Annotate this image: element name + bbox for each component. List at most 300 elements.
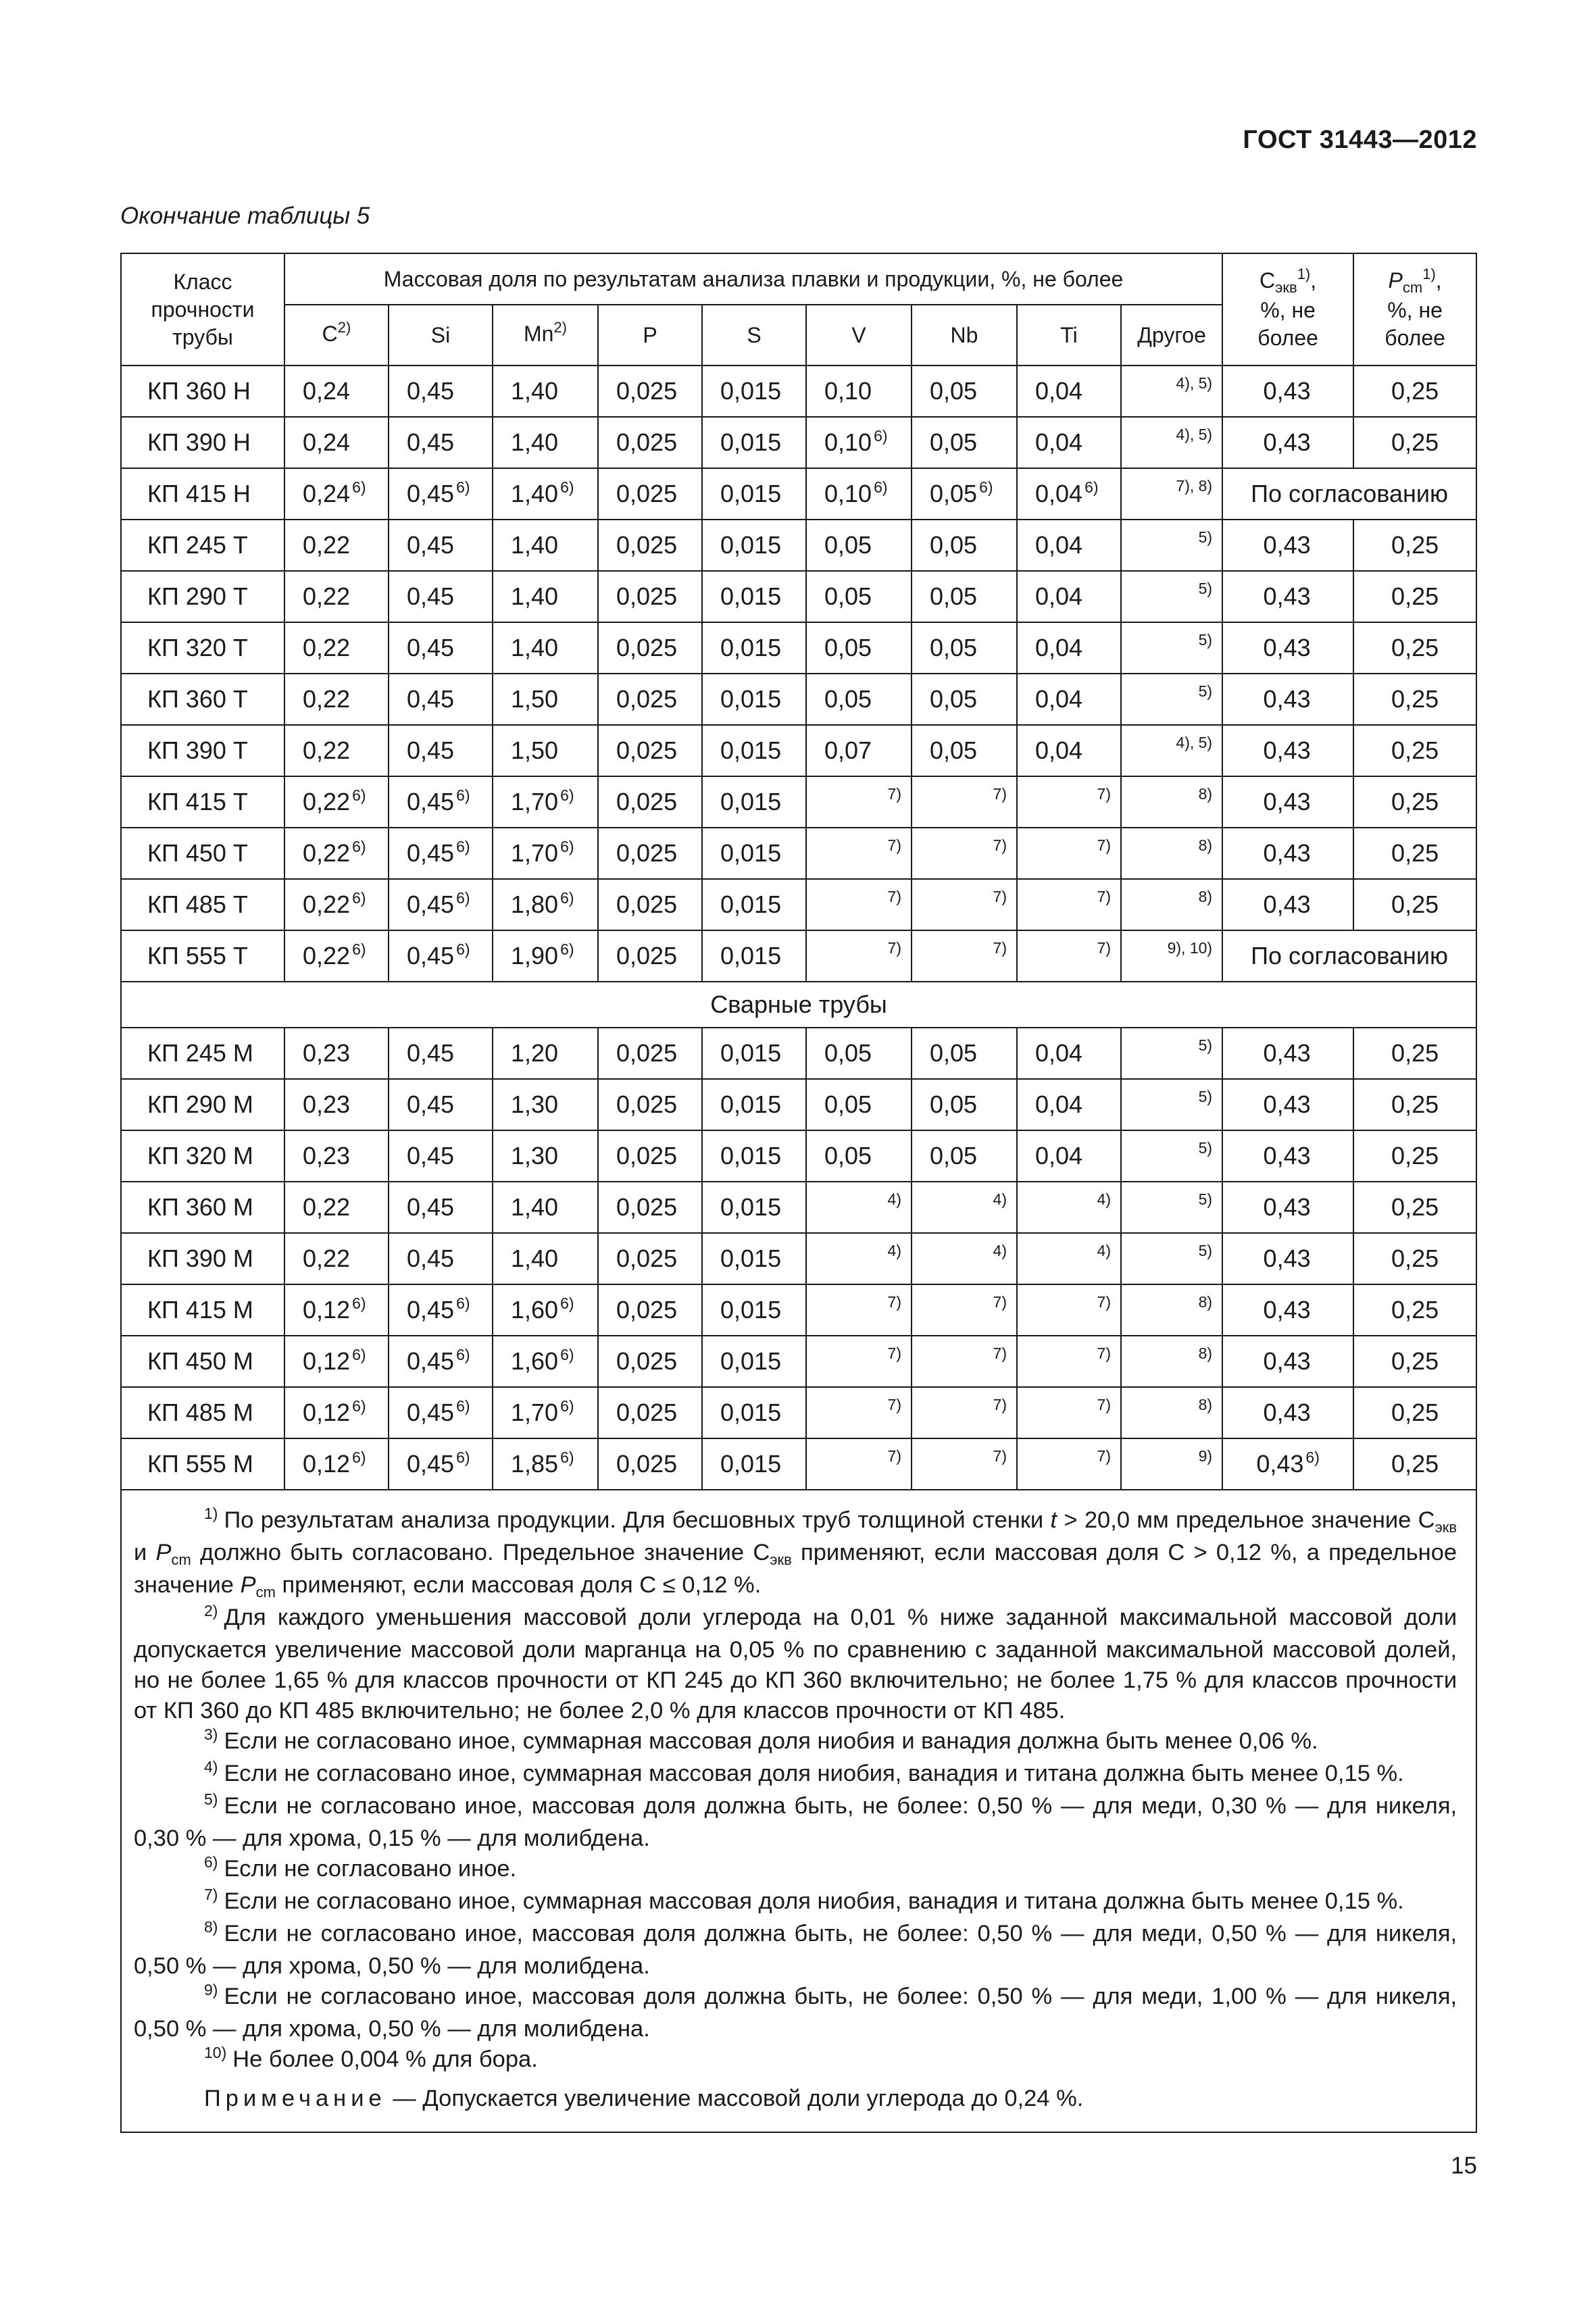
s-cell: 0,015 [702,1438,806,1490]
table-row [121,1079,1476,1130]
si-cell: 0,45 [389,1233,493,1284]
table-row [121,1233,1476,1284]
table-row [121,930,1476,982]
table-caption: Окончание таблицы 5 [120,203,370,229]
si-cell: 0,45 $^{6)}$ [389,879,493,930]
other-cell: 5) [1121,520,1222,571]
s-cell: 0,015 [702,622,806,674]
p-cell: 0,025 [598,1079,702,1130]
v-cell: 0,05 [806,571,912,622]
cekv-cell: 0,43 [1222,1284,1353,1336]
table-row [121,1130,1476,1182]
header-ti: Ti [1017,305,1121,366]
header-class: Класс прочности трубы [121,253,284,366]
class-cell: КП 290 Т [121,571,284,622]
ti-cell: 0,04 [1017,725,1121,776]
p-cell: 0,025 [598,571,702,622]
si-cell: 0,45 [389,674,493,725]
mn-cell: 1,80 $^{6)}$ [493,879,598,930]
header-v: V [806,305,912,366]
footnote-2: $^{2)}$ Для каждого уменьшения массовой доли углерода на 0,01 % ниже заданной максимальной массовой доли допускается увеличение массовой доли марганца на 0,05 % по сравнению с заданной максимальной массовой долей, но не более 1,65 % для классов прочности от КП 245 до КП 360 включительно; не более 1,75 % для классов прочности от КП 360 до КП 485 включительно; не более 2,0 % для классов прочности от КП 485. [134,1602,1457,1724]
pcm-cell: 0,25 [1353,1182,1476,1233]
p-cell: 0,025 [598,1028,702,1079]
p-cell: 0,025 [598,468,702,520]
pcm-cell: 0,25 [1353,520,1476,571]
pcm-cell: 0,25 [1353,571,1476,622]
mn-cell: 1,90 $^{6)}$ [493,930,598,982]
p-cell: 0,025 [598,879,702,930]
s-cell: 0,015 [702,366,806,417]
nb-cell: 7) [912,1284,1017,1336]
si-cell: 0,45 [389,1028,493,1079]
table-row [121,1438,1476,1490]
other-cell: 5) [1121,1233,1222,1284]
class-cell: КП 320 Т [121,622,284,674]
class-cell: КП 415 Н [121,468,284,520]
section-row-welded [121,982,1476,1028]
pcm-cell: 0,25 [1353,1233,1476,1284]
c-cell: 0,23 [284,1028,389,1079]
p-cell: 0,025 [598,1233,702,1284]
other-cell: 5) [1121,622,1222,674]
nb-cell: 4) [912,1182,1017,1233]
si-cell: 0,45 [389,571,493,622]
mn-cell: 1,70 $^{6)}$ [493,1387,598,1438]
nb-cell: 0,05 [912,674,1017,725]
p-cell: 0,025 [598,417,702,468]
si-cell: 0,45 $^{6)}$ [389,776,493,828]
c-cell: 0,24 $^{6)}$ [284,468,389,520]
footnote-3: $^{3)}$ Если не согласовано иное, суммарная массовая доля ниобия и ванадия должна быть менее 0,06 %. [204,1726,1318,1754]
table-row [121,776,1476,828]
mn-cell: 1,40 [493,366,598,417]
p-cell: 0,025 [598,1336,702,1387]
section-welded-label: Сварные трубы [121,982,1476,1028]
class-cell: КП 360 М [121,1182,284,1233]
v-cell: 0,05 [806,674,912,725]
other-cell: 4), 5) [1121,725,1222,776]
class-cell: КП 450 М [121,1336,284,1387]
table-row [121,1387,1476,1438]
cekv-cell: 0,43 [1222,571,1353,622]
mn-cell: 1,70 $^{6)}$ [493,776,598,828]
mn-cell: 1,70 $^{6)}$ [493,828,598,879]
other-cell: 5) [1121,1028,1222,1079]
note-label: Примечание [204,2086,386,2111]
mn-cell: 1,20 [493,1028,598,1079]
mn-cell: 1,40 [493,1182,598,1233]
ti-cell: 0,04 [1017,674,1121,725]
footnote-5: $^{5)}$ Если не согласовано иное, массовая доля должна быть, не более: 0,50 % — для меди, 0,30 % — для никеля, 0,30 % — для хрома, 0,15 % — для молибдена. [134,1790,1457,1851]
mn-cell: 1,40 [493,571,598,622]
mn-cell: 1,50 [493,725,598,776]
v-cell: 7) [806,776,912,828]
v-cell: 7) [806,879,912,930]
ti-cell: 0,04 [1017,622,1121,674]
c-cell: 0,22 [284,520,389,571]
page-number: 15 [1451,2153,1477,2179]
nb-cell: 0,05 [912,1130,1017,1182]
cekv-cell: 0,43 [1222,622,1353,674]
c-cell: 0,22 [284,1182,389,1233]
table-row [121,622,1476,674]
other-cell: 8) [1121,776,1222,828]
ti-cell: 0,04 [1017,1028,1121,1079]
s-cell: 0,015 [702,1182,806,1233]
v-cell: 0,10 $^{6)}$ [806,468,912,520]
pcm-cell: 0,25 [1353,1336,1476,1387]
cekv-cell: 0,43 [1222,1182,1353,1233]
v-cell: 0,05 [806,520,912,571]
v-cell: 0,10 $^{6)}$ [806,417,912,468]
v-cell: 0,07 [806,725,912,776]
cekv-cell: 0,43 [1222,674,1353,725]
mn-cell: 1,40 [493,520,598,571]
c-cell: 0,22 [284,571,389,622]
agreement-cell: По согласованию [1222,468,1476,520]
nb-cell: 7) [912,1336,1017,1387]
s-cell: 0,015 [702,1336,806,1387]
other-cell: 4), 5) [1121,417,1222,468]
s-cell: 0,015 [702,1284,806,1336]
pcm-cell: 0,25 [1353,674,1476,725]
si-cell: 0,45 [389,1182,493,1233]
nb-cell: 0,05 [912,366,1017,417]
cekv-cell: 0,43 [1222,1028,1353,1079]
table-body [121,366,1476,2132]
c-cell: 0,22 $^{6)}$ [284,930,389,982]
table-row [121,1284,1476,1336]
s-cell: 0,015 [702,725,806,776]
si-cell: 0,45 [389,520,493,571]
class-cell: КП 245 М [121,1028,284,1079]
s-cell: 0,015 [702,1387,806,1438]
nb-cell: 0,05 [912,1028,1017,1079]
table-row [121,674,1476,725]
pcm-cell: 0,25 [1353,725,1476,776]
ti-cell: 7) [1017,1336,1121,1387]
header-cekv: $C_{экв}^{1)}$, %, не более [1222,253,1353,366]
mn-cell: 1,30 [493,1130,598,1182]
pcm-cell: 0,25 [1353,1130,1476,1182]
s-cell: 0,015 [702,417,806,468]
header-row-1 [121,253,1476,305]
ti-cell: 7) [1017,1387,1121,1438]
standard-number: ГОСТ 31443—2012 [1243,126,1477,154]
ti-cell: 0,04 [1017,520,1121,571]
nb-cell: 0,05 [912,1079,1017,1130]
ti-cell: 7) [1017,879,1121,930]
agreement-cell: По согласованию [1222,930,1476,982]
s-cell: 0,015 [702,571,806,622]
table-row [121,520,1476,571]
pcm-cell: 0,25 [1353,776,1476,828]
footnote-6: $^{6)}$ Если не согласовано иное. [204,1853,517,1882]
si-cell: 0,45 [389,1079,493,1130]
table-row [121,1336,1476,1387]
pcm-cell: 0,25 [1353,1438,1476,1490]
pcm-cell: 0,25 [1353,366,1476,417]
nb-cell: 7) [912,828,1017,879]
header-nb: Nb [912,305,1017,366]
s-cell: 0,015 [702,674,806,725]
table-row [121,1028,1476,1079]
ti-cell: 0,04 [1017,417,1121,468]
pcm-cell: 0,25 [1353,1387,1476,1438]
c-cell: 0,12 $^{6)}$ [284,1387,389,1438]
p-cell: 0,025 [598,1387,702,1438]
ti-cell: 0,04 [1017,366,1121,417]
header-s: S [702,305,806,366]
ti-cell: 4) [1017,1182,1121,1233]
nb-cell: 0,05 $^{6)}$ [912,468,1017,520]
class-cell: КП 485 Т [121,879,284,930]
pcm-cell: 0,25 [1353,417,1476,468]
cekv-cell: 0,43 [1222,828,1353,879]
other-cell: 8) [1121,1336,1222,1387]
s-cell: 0,015 [702,879,806,930]
mn-cell: 1,40 [493,1233,598,1284]
c-cell: 0,22 [284,674,389,725]
s-cell: 0,015 [702,468,806,520]
pcm-cell: 0,25 [1353,1284,1476,1336]
p-cell: 0,025 [598,776,702,828]
mn-cell: 1,60 $^{6)}$ [493,1284,598,1336]
footnote-8: $^{8)}$ Если не согласовано иное, массовая доля должна быть, не более: 0,50 % — для меди, 0,50 % — для никеля, 0,50 % — для хрома, 0,50 % — для молибдена. [134,1918,1457,1979]
c-cell: 0,12 $^{6)}$ [284,1438,389,1490]
ti-cell: 7) [1017,828,1121,879]
p-cell: 0,025 [598,828,702,879]
cekv-cell: 0,43 [1222,520,1353,571]
p-cell: 0,025 [598,674,702,725]
nb-cell: 0,05 [912,622,1017,674]
footnote-4: $^{4)}$ Если не согласовано иное, суммарная массовая доля ниобия, ванадия и титана должна быть менее 0,15 %. [204,1758,1404,1786]
p-cell: 0,025 [598,1438,702,1490]
other-cell: 5) [1121,1130,1222,1182]
table-row [121,366,1476,417]
nb-cell: 7) [912,879,1017,930]
si-cell: 0,45 [389,366,493,417]
pcm-cell: 0,25 [1353,1079,1476,1130]
cekv-cell: 0,43 [1222,366,1353,417]
ti-cell: 0,04 [1017,1130,1121,1182]
v-cell: 7) [806,1336,912,1387]
v-cell: 7) [806,1438,912,1490]
mn-cell: 1,40 [493,417,598,468]
cekv-cell: 0,43 [1222,879,1353,930]
class-cell: КП 390 Т [121,725,284,776]
si-cell: 0,45 $^{6)}$ [389,828,493,879]
si-cell: 0,45 [389,417,493,468]
header-other: Другое [1121,305,1222,366]
s-cell: 0,015 [702,828,806,879]
mn-cell: 1,40 [493,622,598,674]
header-p: P [598,305,702,366]
c-cell: 0,23 [284,1079,389,1130]
cekv-cell: 0,43 [1222,725,1353,776]
class-cell: КП 390 М [121,1233,284,1284]
table-note [134,2084,1457,2114]
v-cell: 4) [806,1233,912,1284]
header-pcm: $P_{cm}^{1)}$, %, не более [1353,253,1476,366]
nb-cell: 0,05 [912,725,1017,776]
si-cell: 0,45 $^{6)}$ [389,1284,493,1336]
s-cell: 0,015 [702,520,806,571]
v-cell: 0,05 [806,622,912,674]
s-cell: 0,015 [702,1130,806,1182]
v-cell: 0,05 [806,1028,912,1079]
cekv-cell: 0,43 [1222,1130,1353,1182]
mn-cell: 1,30 [493,1079,598,1130]
class-cell: КП 360 Н [121,366,284,417]
s-cell: 0,015 [702,1233,806,1284]
ti-cell: 0,04 [1017,571,1121,622]
ti-cell: 7) [1017,1284,1121,1336]
other-cell: 9) [1121,1438,1222,1490]
ti-cell: 7) [1017,776,1121,828]
note-text: — Допускается увеличение массовой доли углерода до 0,24 %. [386,2086,1084,2111]
si-cell: 0,45 [389,725,493,776]
other-cell: 7), 8) [1121,468,1222,520]
p-cell: 0,025 [598,1284,702,1336]
nb-cell: 7) [912,1387,1017,1438]
ti-cell: 0,04 [1017,1079,1121,1130]
s-cell: 0,015 [702,776,806,828]
footnote-1: $^{1)}$ По результатам анализа продукции. Для бесшовных труб толщиной стенки t > 20,0 мм предельное значение $C_{экв}$ и $P_{cm}$ должно быть согласовано. Предельное значение $C_{экв}$ применяют, если массовая доля C > 0,12 %, а предельное значение $P_{cm}$ применяют, если массовая доля C ≤ 0,12 %. [134,1505,1457,1601]
cekv-cell: 0,43 [1222,1079,1353,1130]
pcm-cell: 0,25 [1353,828,1476,879]
class-cell: КП 320 М [121,1130,284,1182]
class-cell: КП 360 Т [121,674,284,725]
table-5 [120,253,1477,2133]
footnotes [121,1490,1476,2132]
p-cell: 0,025 [598,366,702,417]
v-cell: 4) [806,1182,912,1233]
v-cell: 0,05 [806,1130,912,1182]
v-cell: 0,10 [806,366,912,417]
cekv-cell: 0,43 [1222,1336,1353,1387]
other-cell: 8) [1121,1387,1222,1438]
footnote-10: $^{10)}$ Не более 0,004 % для бора. [204,2044,538,2072]
p-cell: 0,025 [598,1130,702,1182]
other-cell: 8) [1121,828,1222,879]
table-row [121,879,1476,930]
class-cell: КП 555 Т [121,930,284,982]
cekv-cell: 0,43 [1222,417,1353,468]
class-cell: КП 415 Т [121,776,284,828]
other-cell: 4), 5) [1121,366,1222,417]
c-cell: 0,23 [284,1130,389,1182]
c-cell: 0,22 $^{6)}$ [284,776,389,828]
other-cell: 5) [1121,1182,1222,1233]
p-cell: 0,025 [598,725,702,776]
ti-cell: 4) [1017,1233,1121,1284]
nb-cell: 4) [912,1233,1017,1284]
p-cell: 0,025 [598,1182,702,1233]
mn-cell: 1,40 $^{6)}$ [493,468,598,520]
nb-cell: 7) [912,776,1017,828]
footnotes-row [121,1490,1476,2132]
v-cell: 7) [806,1387,912,1438]
footnote-7: $^{7)}$ Если не согласовано иное, суммарная массовая доля ниобия, ванадия и титана должна быть менее 0,15 %. [204,1886,1404,1914]
table-row [121,417,1476,468]
pcm-cell: 0,25 [1353,1028,1476,1079]
nb-cell: 7) [912,1438,1017,1490]
header-si: Si [389,305,493,366]
si-cell: 0,45 [389,1130,493,1182]
si-cell: 0,45 $^{6)}$ [389,1336,493,1387]
table-row [121,571,1476,622]
c-cell: 0,22 [284,725,389,776]
si-cell: 0,45 [389,622,493,674]
p-cell: 0,025 [598,622,702,674]
si-cell: 0,45 $^{6)}$ [389,1438,493,1490]
c-cell: 0,22 $^{6)}$ [284,879,389,930]
other-cell: 8) [1121,1284,1222,1336]
footnote-9: $^{9)}$ Если не согласовано иное, массовая доля должна быть, не более: 0,50 % — для меди, 1,00 % — для никеля, 0,50 % — для хрома, 0,50 % — для молибдена. [134,1981,1457,2042]
class-cell: КП 485 М [121,1387,284,1438]
v-cell: 7) [806,828,912,879]
v-cell: 7) [806,930,912,982]
pcm-cell: 0,25 [1353,622,1476,674]
other-cell: 5) [1121,1079,1222,1130]
v-cell: 0,05 [806,1079,912,1130]
mn-cell: 1,85 $^{6)}$ [493,1438,598,1490]
c-cell: 0,22 $^{6)}$ [284,828,389,879]
other-cell: 5) [1121,571,1222,622]
table-row [121,725,1476,776]
mn-cell: 1,50 [493,674,598,725]
other-cell: 9), 10) [1121,930,1222,982]
v-cell: 7) [806,1284,912,1336]
p-cell: 0,025 [598,520,702,571]
header-c: $C^{2)}$ [284,305,389,366]
class-cell: КП 450 Т [121,828,284,879]
s-cell: 0,015 [702,930,806,982]
nb-cell: 0,05 [912,571,1017,622]
cekv-cell: 0,43 [1222,1233,1353,1284]
nb-cell: 7) [912,930,1017,982]
class-cell: КП 415 М [121,1284,284,1336]
c-cell: 0,12 $^{6)}$ [284,1284,389,1336]
c-cell: 0,22 [284,1233,389,1284]
header-mn: Mn$^{2)}$ [493,305,598,366]
header-mass-fraction: Массовая доля по результатам анализа плавки и продукции, %, не более [284,253,1222,305]
nb-cell: 0,05 [912,520,1017,571]
pcm-cell: 0,25 [1353,879,1476,930]
mn-cell: 1,60 $^{6)}$ [493,1336,598,1387]
s-cell: 0,015 [702,1079,806,1130]
cekv-cell: 0,43 $^{6)}$ [1222,1438,1353,1490]
nb-cell: 0,05 [912,417,1017,468]
class-cell: КП 290 М [121,1079,284,1130]
table-row [121,468,1476,520]
c-cell: 0,22 [284,622,389,674]
si-cell: 0,45 $^{6)}$ [389,930,493,982]
class-cell: КП 555 М [121,1438,284,1490]
class-cell: КП 390 Н [121,417,284,468]
cekv-cell: 0,43 [1222,1387,1353,1438]
ti-cell: 7) [1017,930,1121,982]
s-cell: 0,015 [702,1028,806,1079]
p-cell: 0,025 [598,930,702,982]
other-cell: 5) [1121,674,1222,725]
table-row [121,828,1476,879]
table-row [121,1182,1476,1233]
class-cell: КП 245 Т [121,520,284,571]
c-cell: 0,24 [284,366,389,417]
other-cell: 8) [1121,879,1222,930]
